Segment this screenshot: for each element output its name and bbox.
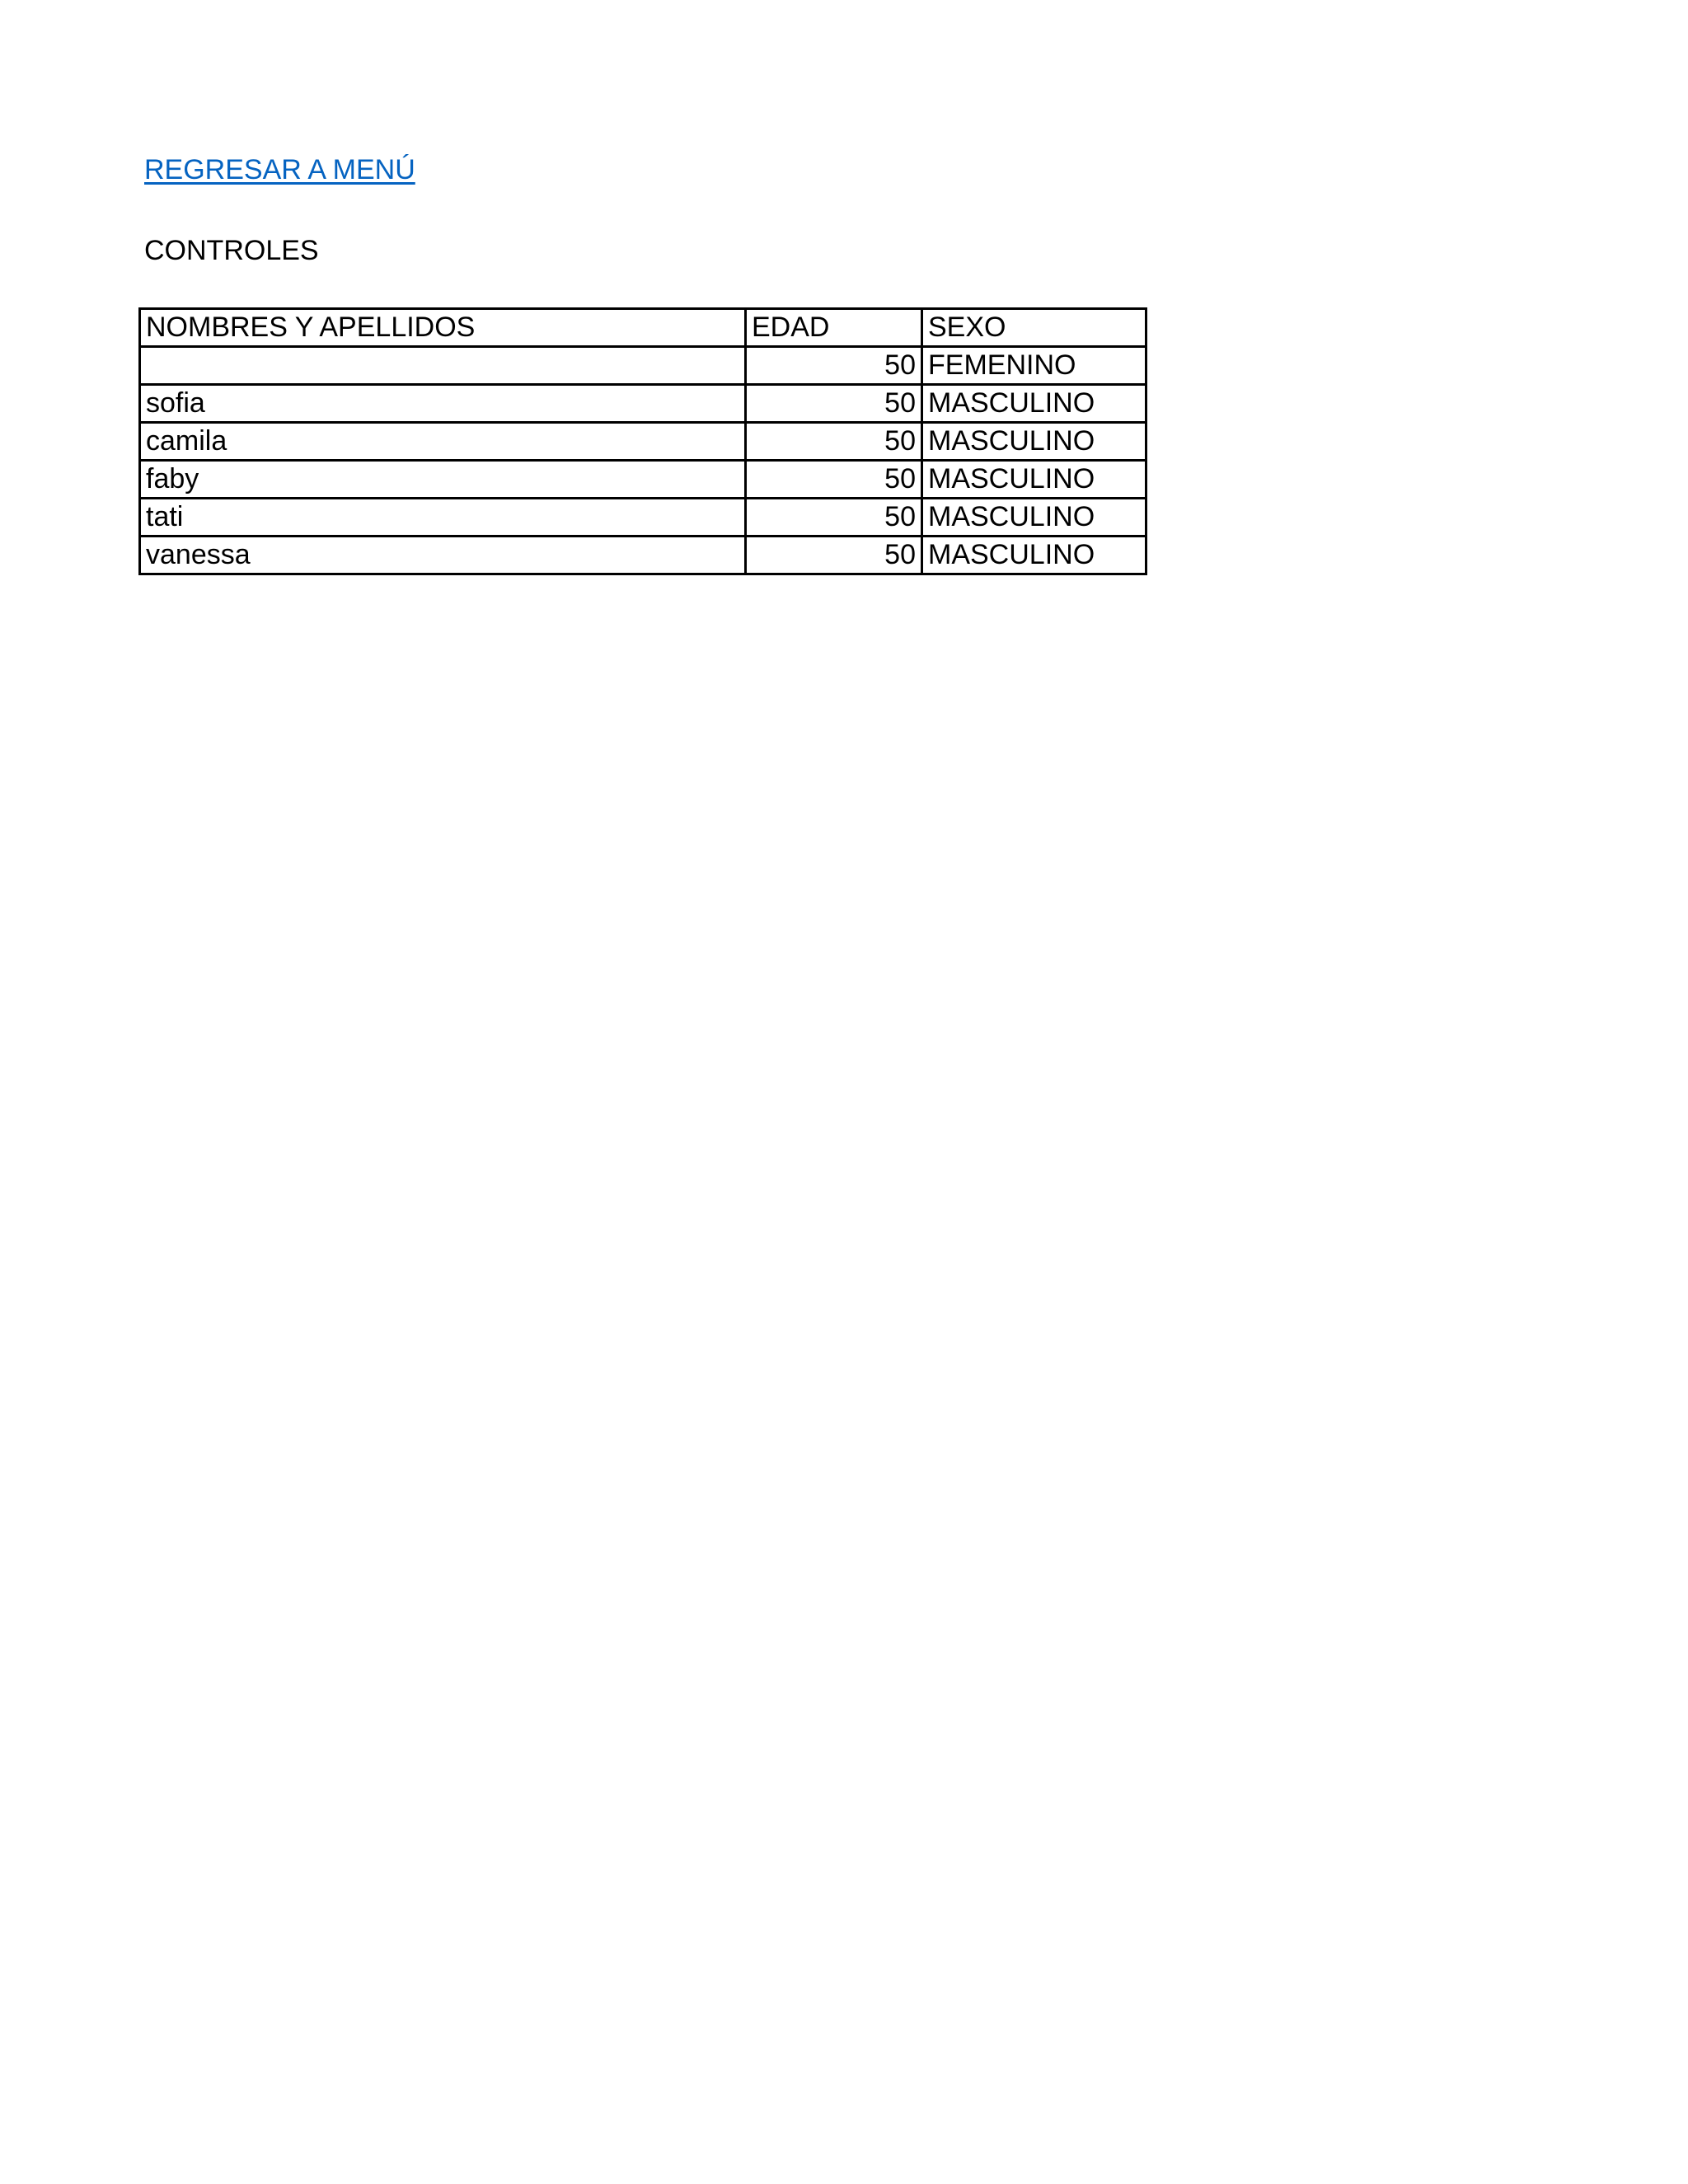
cell-sex[interactable]: MASCULINO [922, 461, 1146, 499]
cell-age[interactable]: 50 [746, 499, 922, 537]
cell-sex[interactable]: FEMENINO [922, 347, 1146, 385]
table-row [140, 423, 1146, 461]
table-row [140, 461, 1146, 499]
cell-name[interactable]: faby [140, 461, 746, 499]
cell-sex[interactable]: MASCULINO [922, 499, 1146, 537]
table-row [140, 385, 1146, 423]
cell-age[interactable]: 50 [746, 347, 922, 385]
cell-sex[interactable]: MASCULINO [922, 423, 1146, 461]
cell-name[interactable]: sofia [140, 385, 746, 423]
header-cell-sex: SEXO [922, 309, 1146, 347]
cell-name[interactable]: tati [140, 499, 746, 537]
cell-sex[interactable]: MASCULINO [922, 537, 1146, 574]
cell-name[interactable]: vanessa [140, 537, 746, 574]
cell-sex[interactable]: MASCULINO [922, 385, 1146, 423]
cell-age[interactable]: 50 [746, 385, 922, 423]
cell-age[interactable]: 50 [746, 461, 922, 499]
header-cell-names: NOMBRES Y APELLIDOS [140, 309, 746, 347]
table-header-row [140, 309, 1146, 347]
controls-table [138, 307, 1147, 575]
cell-name[interactable] [140, 347, 746, 385]
table-row [140, 347, 1146, 385]
table-row [140, 537, 1146, 574]
section-title: CONTROLES [144, 235, 319, 266]
cell-name[interactable]: camila [140, 423, 746, 461]
table-row [140, 499, 1146, 537]
back-to-menu-link[interactable]: REGRESAR A MENÚ [144, 154, 415, 185]
cell-age[interactable]: 50 [746, 537, 922, 574]
cell-age[interactable]: 50 [746, 423, 922, 461]
header-cell-age: EDAD [746, 309, 922, 347]
